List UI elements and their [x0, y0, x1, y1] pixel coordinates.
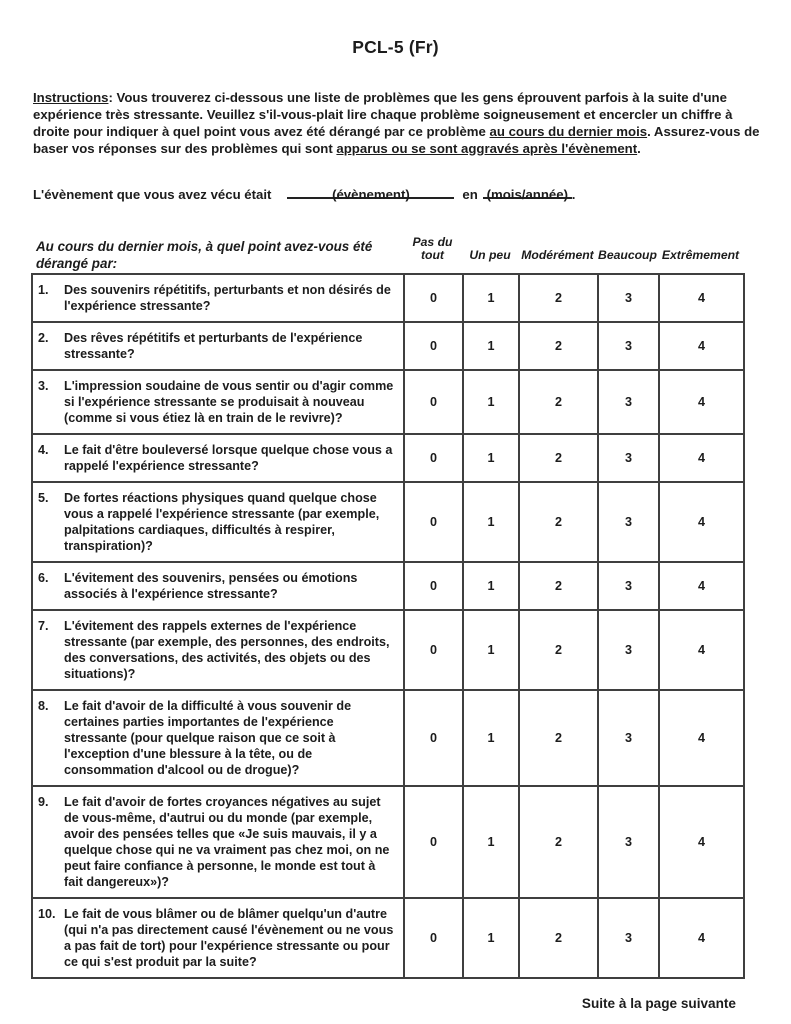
scale-option-0[interactable]: 0: [404, 690, 463, 786]
event-line-prefix: L'évènement que vous avez vécu était: [33, 187, 272, 202]
scale-option-0[interactable]: 0: [404, 562, 463, 610]
scale-option-1[interactable]: 1: [463, 610, 519, 690]
scale-option-0[interactable]: 0: [404, 274, 463, 322]
item-number: 2.: [38, 331, 49, 345]
scale-option-4[interactable]: 4: [659, 434, 744, 482]
table-row: [32, 370, 744, 434]
question-cell: [32, 690, 404, 786]
table-row: [32, 898, 744, 978]
instructions-text-3: .: [637, 141, 641, 156]
item-text: Des souvenirs répétitifs, perturbants et non désirés de l'expérience stressante?: [64, 283, 391, 313]
question-cell: [32, 482, 404, 562]
scale-option-2[interactable]: 2: [519, 274, 598, 322]
item-text: Le fait d'avoir de la difficulté à vous souvenir de certaines parties importantes de l'expérience stressante (pour quelque raison que ce soit à l'exception d'une blessure à la tête, ou de consommation d'alcool ou de drogue)?: [64, 699, 352, 777]
scale-option-1[interactable]: 1: [463, 370, 519, 434]
scale-option-2[interactable]: 2: [519, 322, 598, 370]
scale-option-2[interactable]: 2: [519, 898, 598, 978]
instructions-paragraph: [33, 89, 767, 157]
table-row: [32, 274, 744, 322]
scale-option-1[interactable]: 1: [463, 482, 519, 562]
scale-header-row: [31, 236, 743, 273]
scale-column-label-2: Modérément: [521, 248, 594, 262]
scale-option-2[interactable]: 2: [519, 370, 598, 434]
item-text: Des rêves répétitifs et perturbants de l'expérience stressante?: [64, 331, 363, 361]
scale-option-4[interactable]: 4: [659, 610, 744, 690]
event-line-terminator: .: [571, 187, 576, 202]
continuation-note: Suite à la page suivante: [581, 996, 736, 1011]
scale-option-1[interactable]: 1: [463, 898, 519, 978]
scale-option-1[interactable]: 1: [463, 786, 519, 898]
scale-option-1[interactable]: 1: [463, 690, 519, 786]
instructions-text-1: : Vous trouverez ci-dessous une liste de problèmes que les gens éprouvent parfois à la suite d'une expérience très stressante. Veuillez s'il-vous-plait lire chaque problème soigneusement et encercler un chiffre à droite pour indiquer à quel point vous avez été dérangé par ce problème: [33, 90, 733, 139]
table-row: [32, 786, 744, 898]
item-text: L'évitement des souvenirs, pensées ou émotions associés à l'expérience stressante?: [64, 571, 358, 601]
scale-option-0[interactable]: 0: [404, 898, 463, 978]
item-number: 1.: [38, 283, 49, 297]
scale-option-0[interactable]: 0: [404, 370, 463, 434]
event-line-connector: en: [462, 187, 478, 202]
item-text: L'évitement des rappels externes de l'expérience stressante (par exemple, des personnes, des endroits, des conversations, des activités, des objets ou des situations)?: [64, 619, 390, 681]
question-cell: [32, 786, 404, 898]
event-blank-caption: (évènement): [332, 187, 410, 202]
scale-option-3[interactable]: 3: [598, 562, 659, 610]
date-blank-caption: (mois/année): [486, 187, 568, 202]
scale-option-2[interactable]: 2: [519, 786, 598, 898]
scale-option-0[interactable]: 0: [404, 434, 463, 482]
scale-option-4[interactable]: 4: [659, 562, 744, 610]
scale-column-label-3: Beaucoup: [598, 248, 657, 262]
event-statement-line: [33, 184, 791, 222]
scale-option-1[interactable]: 1: [463, 562, 519, 610]
scale-option-4[interactable]: 4: [659, 690, 744, 786]
question-cell: [32, 562, 404, 610]
scale-option-3[interactable]: 3: [598, 370, 659, 434]
table-row: [32, 610, 744, 690]
item-text: De fortes réactions physiques quand quelque chose vous a rappelé l'expérience stressante (par exemple, palpitations cardiaques, difficultés à respirer, transpiration)?: [64, 491, 380, 553]
scale-option-3[interactable]: 3: [598, 322, 659, 370]
scale-option-4[interactable]: 4: [659, 370, 744, 434]
scale-option-0[interactable]: 0: [404, 786, 463, 898]
scale-option-0[interactable]: 0: [404, 610, 463, 690]
scale-column-label-4: Extrêmement: [661, 248, 740, 262]
item-number: 4.: [38, 443, 49, 457]
scale-option-3[interactable]: 3: [598, 898, 659, 978]
scale-option-3[interactable]: 3: [598, 434, 659, 482]
scale-option-0[interactable]: 0: [404, 482, 463, 562]
instructions-underlined-phrase-2: apparus ou se sont aggravés après l'évènement: [336, 141, 638, 156]
item-number: 9.: [38, 795, 49, 809]
scale-option-1[interactable]: 1: [463, 274, 519, 322]
scale-option-3[interactable]: 3: [598, 482, 659, 562]
scale-option-3[interactable]: 3: [598, 610, 659, 690]
question-cell: [32, 898, 404, 978]
scale-option-4[interactable]: 4: [659, 274, 744, 322]
table-row: [32, 434, 744, 482]
item-number: 8.: [38, 699, 49, 713]
table-row: [32, 690, 744, 786]
instructions-text-2: . Assurez-vous de baser vos réponses sur des problèmes qui sont: [33, 124, 760, 156]
instructions-label: Instructions: [33, 90, 109, 105]
question-cell: [32, 610, 404, 690]
scale-option-2[interactable]: 2: [519, 610, 598, 690]
item-number: 6.: [38, 571, 49, 585]
scale-option-3[interactable]: 3: [598, 690, 659, 786]
instructions-underlined-phrase-1: au cours du dernier mois: [489, 124, 648, 139]
scale-option-1[interactable]: 1: [463, 434, 519, 482]
scale-option-4[interactable]: 4: [659, 482, 744, 562]
scale-option-2[interactable]: 2: [519, 562, 598, 610]
scale-option-4[interactable]: 4: [659, 898, 744, 978]
scale-column-label-1: Un peu: [469, 248, 511, 262]
item-text: L'impression soudaine de vous sentir ou d'agir comme si l'expérience stressante se produisait à nouveau (comme si vous étiez là en train de le revivre)?: [64, 379, 394, 425]
question-cell: [32, 322, 404, 370]
scale-option-2[interactable]: 2: [519, 690, 598, 786]
event-blank-field[interactable]: [287, 184, 454, 202]
scale-option-4[interactable]: 4: [659, 786, 744, 898]
scale-option-3[interactable]: 3: [598, 786, 659, 898]
item-number: 10.: [38, 907, 56, 921]
item-text: Le fait d'avoir de fortes croyances négatives au sujet de vous-même, d'autrui ou du monde (par exemple, avoir des pensées telles que «Je suis mauvais, il y a quelque chose qui ne va vraiment pas chez moi, on ne peut faire confiance à personne, le monde est tout à fait dangereux»)?: [64, 795, 390, 889]
items-table: [31, 273, 745, 979]
date-blank-field[interactable]: [483, 184, 572, 202]
scale-option-1[interactable]: 1: [463, 322, 519, 370]
table-row: [32, 322, 744, 370]
item-text: Le fait de vous blâmer ou de blâmer quelqu'un d'autre (qui n'a pas directement causé l'évènement ou ne vous a pas fait de tort) pour l'expérience stressante ou pour ce qui s'est produit par la suite?: [64, 907, 394, 969]
scale-option-3[interactable]: 3: [598, 274, 659, 322]
scale-option-2[interactable]: 2: [519, 434, 598, 482]
scale-option-2[interactable]: 2: [519, 482, 598, 562]
item-number: 7.: [38, 619, 49, 633]
item-text: Le fait d'être bouleversé lorsque quelque chose vous a rappelé l'expérience stressante?: [64, 443, 393, 473]
item-number: 5.: [38, 491, 49, 505]
table-row: [32, 562, 744, 610]
item-number: 3.: [38, 379, 49, 393]
scale-column-label-0: Pas du tout: [412, 235, 453, 262]
question-cell: [32, 434, 404, 482]
page-title: PCL-5 (Fr): [352, 37, 439, 57]
scale-option-0[interactable]: 0: [404, 322, 463, 370]
question-cell: [32, 370, 404, 434]
table-row: [32, 482, 744, 562]
question-cell: [32, 274, 404, 322]
question-prompt: Au cours du dernier mois, à quel point avez-vous été dérangé par:: [36, 239, 373, 271]
scale-option-4[interactable]: 4: [659, 322, 744, 370]
